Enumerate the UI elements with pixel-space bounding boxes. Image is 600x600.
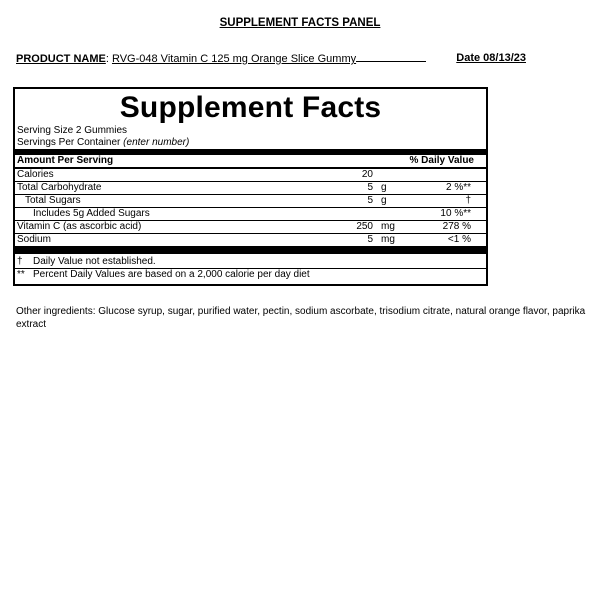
serving-size: Serving Size 2 Gummies: [17, 125, 128, 136]
nutrient-daily-value: 2 %**: [445, 182, 471, 193]
table-header-row: [15, 155, 486, 169]
footnote-row: [15, 256, 486, 269]
product-name-label: PRODUCT NAME: [16, 53, 106, 65]
servings-per-container-value: (enter number): [123, 137, 190, 148]
footnote-symbol: †: [17, 256, 23, 267]
nutrient-name: Total Sugars: [25, 195, 81, 206]
nutrient-unit: mg: [381, 221, 395, 232]
product-name-underline-filler: [356, 52, 426, 62]
table-row: [15, 169, 486, 182]
nutrient-unit: g: [381, 195, 387, 206]
nutrient-name: Includes 5g Added Sugars: [33, 208, 150, 219]
footnote-row: [15, 269, 486, 281]
table-row: [15, 195, 486, 208]
nutrient-daily-value: 10 %**: [440, 208, 471, 219]
nutrient-amount: 5: [367, 195, 373, 206]
nutrient-name: Vitamin C (as ascorbic acid): [17, 221, 142, 232]
product-name-value: RVG-048 Vitamin C 125 mg Orange Slice Gummy: [111, 53, 357, 65]
table-row: [15, 182, 486, 195]
nutrient-amount: 5: [367, 182, 373, 193]
table-row: [15, 208, 486, 221]
nutrient-daily-value: <1 %: [447, 234, 471, 245]
header-amount-per-serving: Amount Per Serving: [17, 155, 114, 166]
table-row: [15, 234, 486, 246]
nutrient-unit: g: [381, 182, 387, 193]
panel-heading: SUPPLEMENT FACTS PANEL: [219, 17, 381, 29]
nutrient-daily-value: 278 %: [442, 221, 471, 232]
servings-per-container: [15, 137, 486, 149]
table-row: [15, 221, 486, 234]
product-date: Date 08/13/23: [456, 52, 526, 64]
servings-per-container-label: Servings Per Container: [17, 137, 121, 148]
other-ingredients: Other ingredients: Glucose syrup, sugar, purified water, pectin, sodium ascorbate, trisodium citrate, natural orange flavor, paprika extract: [16, 306, 586, 330]
product-name-separator: :: [105, 53, 109, 65]
nutrient-name: Total Carbohydrate: [17, 182, 102, 193]
header-daily-value: % Daily Value: [409, 155, 474, 166]
nutrient-unit: mg: [381, 234, 395, 245]
thick-divider-bottom: [15, 246, 486, 254]
product-line: [16, 52, 526, 65]
nutrient-amount: 5: [367, 234, 373, 245]
nutrient-amount: 250: [356, 221, 373, 232]
nutrient-name: Sodium: [17, 234, 51, 245]
footnote-text: Percent Daily Values are based on a 2,000 calorie per day diet: [33, 269, 310, 280]
footnote-text: Daily Value not established.: [33, 256, 156, 267]
supplement-facts-box: [13, 87, 488, 286]
nutrient-name: Calories: [17, 169, 54, 180]
footnote-symbol: **: [17, 269, 25, 280]
facts-title: Supplement Facts: [119, 91, 382, 124]
nutrient-daily-value: †: [465, 195, 471, 206]
nutrient-amount: 20: [361, 169, 373, 180]
